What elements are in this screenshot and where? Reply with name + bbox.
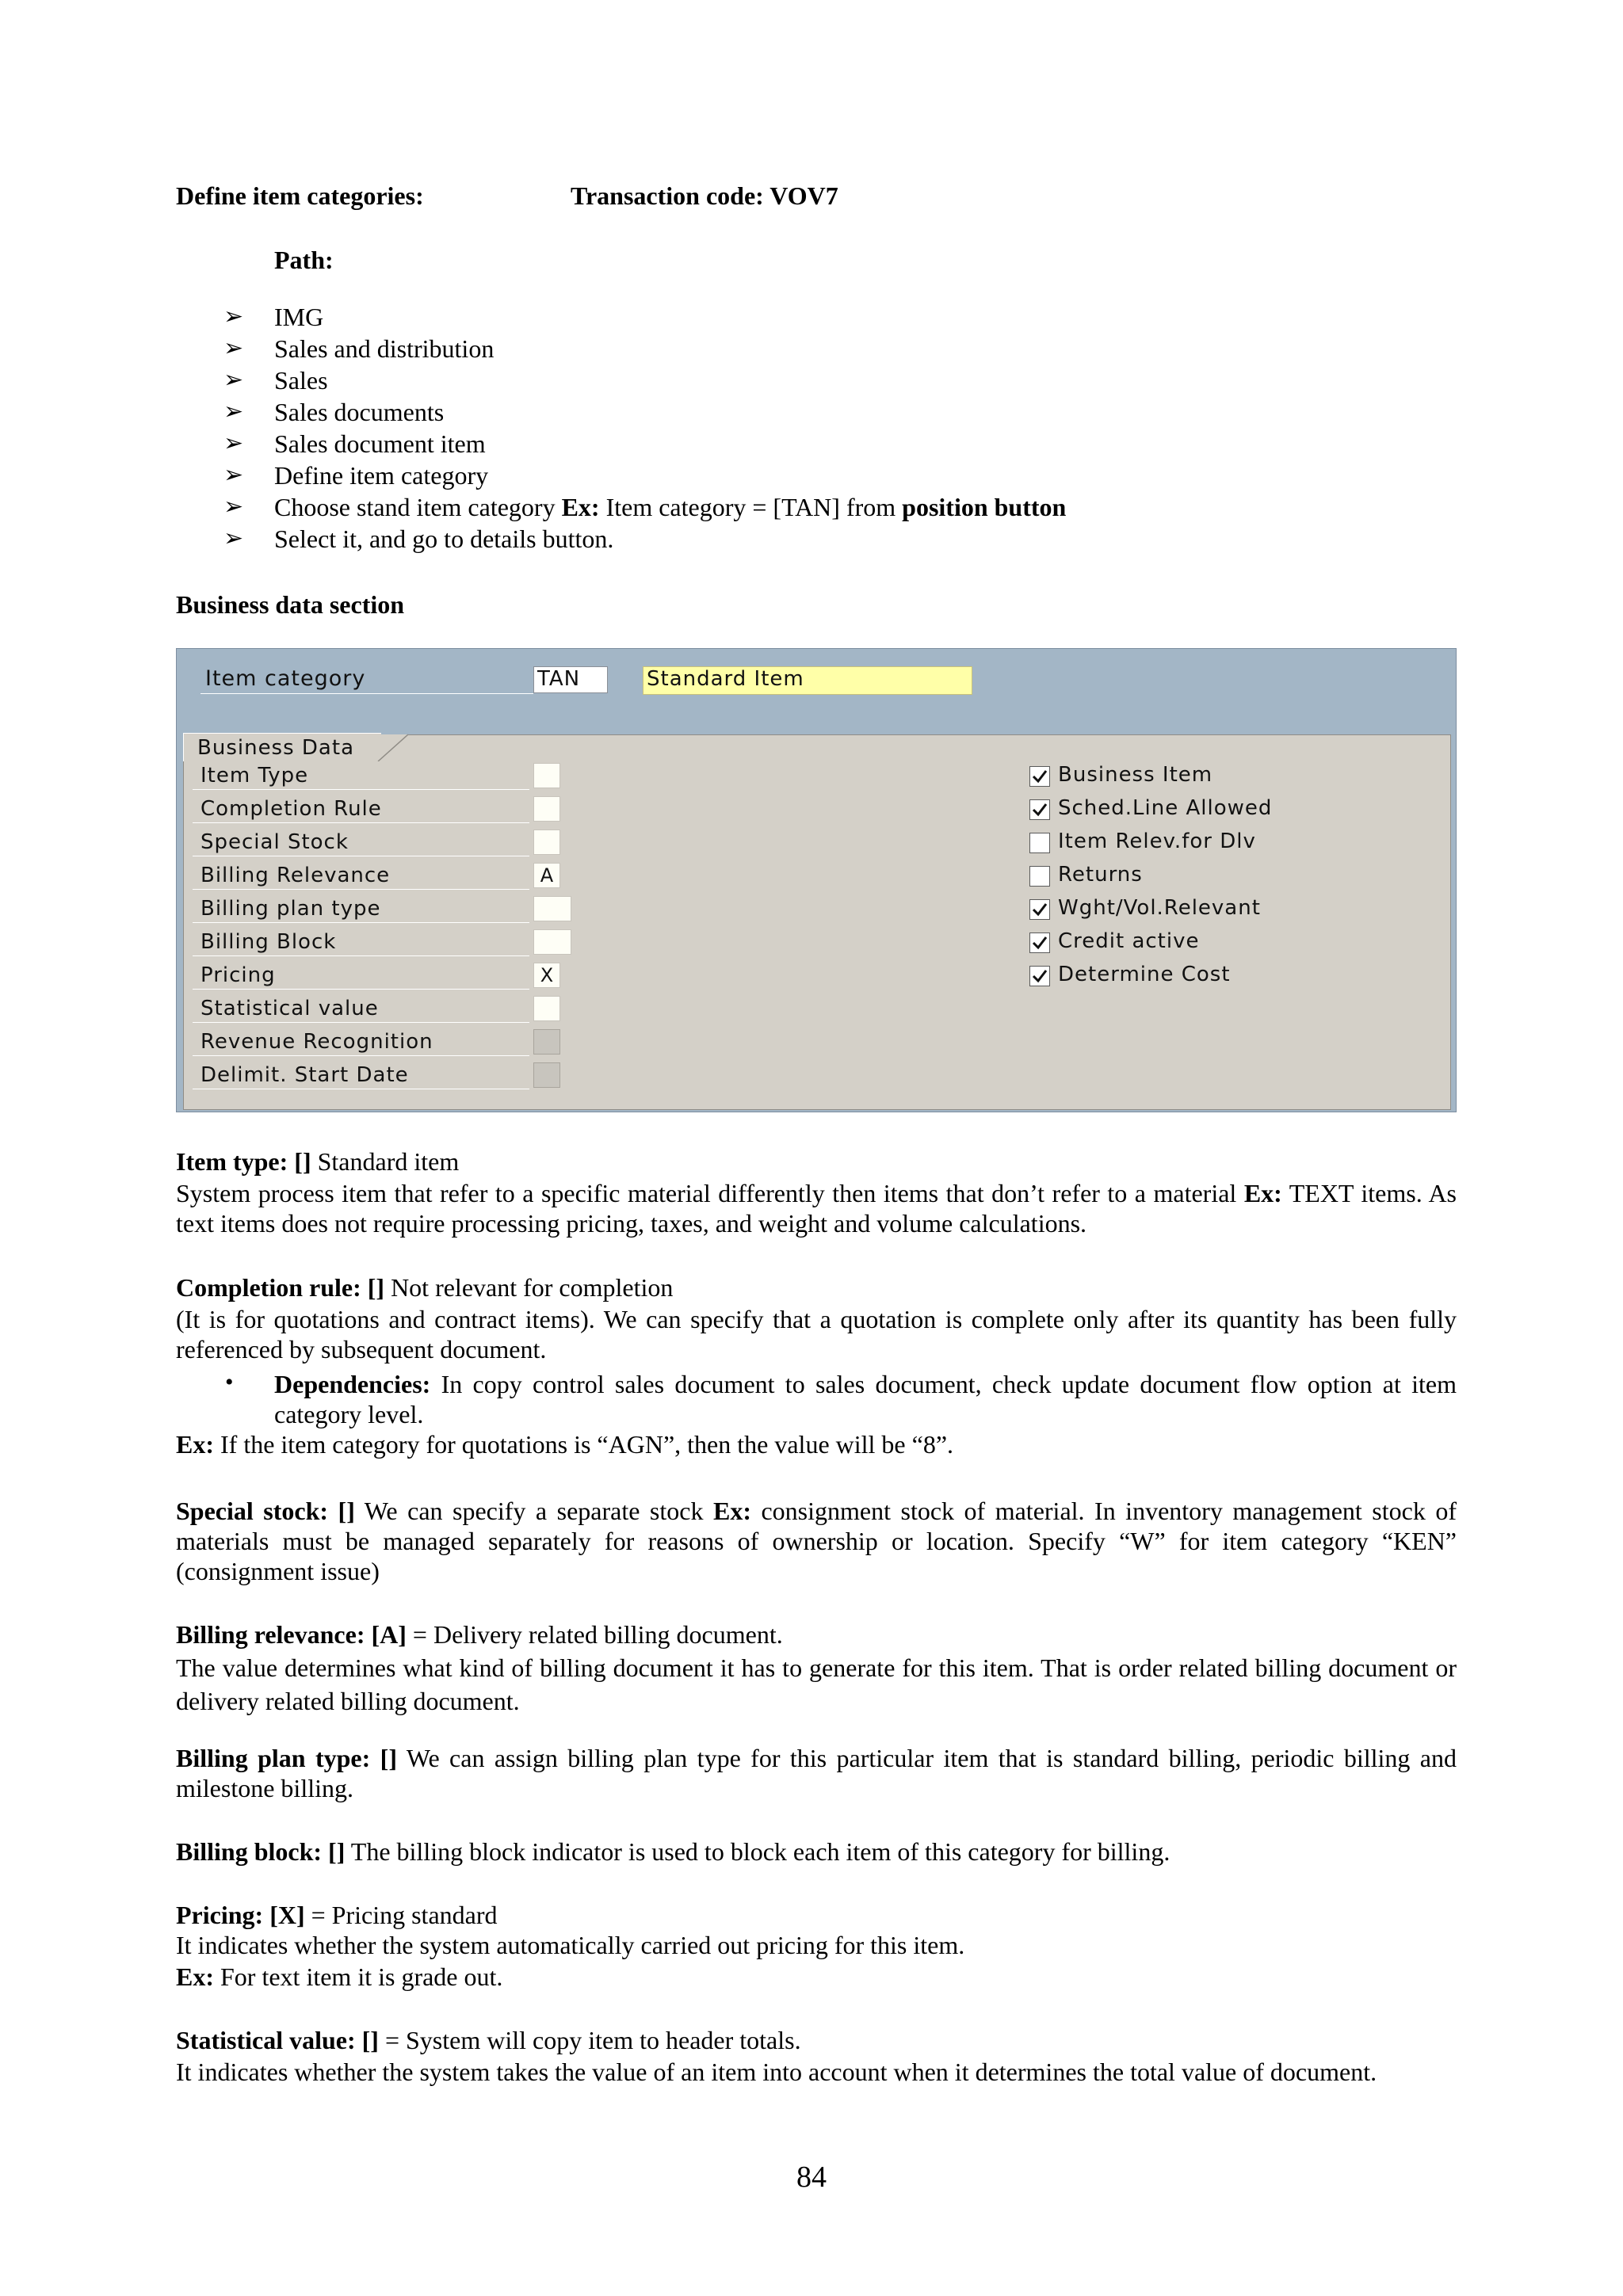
business-item-checkbox[interactable]: [1029, 766, 1050, 787]
field-label-pricing: Pricing: [193, 963, 529, 990]
completion-rule-example: Ex: If the item category for quotations is “AGN”, then the value will be “8”.: [176, 1430, 954, 1459]
field-label-special-stock: Special Stock: [193, 830, 529, 856]
arrow-bullet-icon: ➢: [223, 493, 244, 521]
revenue-recognition-field: [533, 1029, 560, 1055]
list-item: ➢ Sales document item: [223, 429, 486, 458]
arrow-bullet-icon: ➢: [223, 334, 244, 362]
checkmark-icon: [1030, 933, 1049, 952]
billing-relevance-description: The value determines what kind of billing document it has to generate for this item. That is order related billing document or delivery related billing document.: [176, 1653, 1457, 1715]
item-type-heading: Item type: [] Standard item: [176, 1147, 460, 1176]
item-type-description: System process item that refer to a specific material differently then items that don’t refer to a material Ex: TEXT items. As text items does not require processing pricing, taxes, and weight and volume calculations.: [176, 1179, 1457, 1238]
checkbox-label: Business Item: [1058, 763, 1213, 787]
billing-relevance-heading: Billing relevance: [A] = Delivery related billing document.: [176, 1620, 783, 1649]
returns-checkbox[interactable]: [1029, 866, 1050, 887]
item-category-field[interactable]: TAN: [533, 666, 608, 693]
checkbox-label: Item Relev.for Dlv: [1058, 830, 1256, 853]
checkbox-label: Sched.Line Allowed: [1058, 796, 1273, 820]
list-item: ➢ IMG: [223, 303, 324, 331]
completion-rule-field[interactable]: [533, 796, 560, 822]
billing-plan-type-description: Billing plan type: [] We can assign billing plan type for this particular item that is standard billing, periodic billing and milestone billing.: [176, 1744, 1457, 1802]
arrow-bullet-icon: ➢: [223, 524, 244, 552]
pricing-heading: Pricing: [X] = Pricing standard: [176, 1901, 498, 1929]
field-label-revenue-recognition: Revenue Recognition: [193, 1029, 529, 1056]
list-item: ➢ Sales: [223, 366, 328, 395]
list-item: ➢ Define item category: [223, 461, 489, 490]
determine-cost-checkbox[interactable]: [1029, 966, 1050, 986]
item-type-field[interactable]: [533, 763, 560, 788]
sched-line-allowed-checkbox[interactable]: [1029, 799, 1050, 820]
field-label-billing-block: Billing Block: [193, 929, 529, 956]
completion-rule-description: (It is for quotations and contract items). We can specify that a quotation is complete only after its quantity has been fully referenced by subsequent document.: [176, 1305, 1457, 1363]
path-list: [223, 301, 1066, 555]
billing-block-description: Billing block: [] The billing block indicator is used to block each item of this category for billing.: [176, 1837, 1170, 1866]
list-item: ➢ Choose stand item category Ex: Item category = [TAN] from position button: [223, 493, 1067, 521]
arrow-bullet-icon: ➢: [223, 303, 244, 330]
arrow-bullet-icon: ➢: [223, 366, 244, 394]
page-number: 84: [796, 2161, 827, 2194]
checkbox-label: Credit active: [1058, 929, 1200, 953]
credit-active-checkbox[interactable]: [1029, 933, 1050, 953]
pricing-example: Ex: For text item it is grade out.: [176, 1962, 503, 1991]
special-stock-description: Special stock: [] We can specify a separate stock Ex: consignment stock of material. In inventory management stock of materials must be managed separately for reasons of ownership or location. Specify “W” for item category “KEN” (consignment issue): [176, 1497, 1457, 1585]
list-item: ➢ Sales and distribution: [223, 334, 495, 363]
field-label-billing-plan-type: Billing plan type: [193, 896, 529, 923]
wght-vol-relevant-checkbox[interactable]: [1029, 899, 1050, 920]
bullet-dot-icon: •: [225, 1369, 234, 1395]
field-label-delimit-start-date: Delimit. Start Date: [193, 1062, 529, 1089]
checkbox-label: Returns: [1058, 863, 1143, 887]
item-category-description: Standard Item: [643, 666, 972, 695]
page-title: Define item categories:: [176, 181, 424, 210]
divider: [200, 693, 533, 694]
checkmark-icon: [1030, 967, 1049, 986]
list-item: ➢ Sales documents: [223, 398, 445, 426]
arrow-bullet-icon: ➢: [223, 429, 244, 457]
statistical-value-field[interactable]: [533, 996, 560, 1021]
checkbox-label: Determine Cost: [1058, 963, 1231, 986]
item-category-label: Item category: [205, 666, 366, 691]
statistical-value-description: It indicates whether the system takes the value of an item into account when it determines the total value of document.: [176, 2058, 1377, 2086]
completion-rule-heading: Completion rule: [] Not relevant for completion: [176, 1273, 674, 1302]
arrow-bullet-icon: ➢: [223, 398, 244, 425]
field-label-item-type: Item Type: [193, 763, 529, 790]
dependencies-note: Dependencies: In copy control sales document to sales document, check update document flow option at item category level.: [274, 1370, 1457, 1428]
tab-label: Business Data: [197, 736, 354, 760]
field-label-billing-relevance: Billing Relevance: [193, 863, 529, 890]
arrow-bullet-icon: ➢: [223, 461, 244, 489]
pricing-description: It indicates whether the system automatically carried out pricing for this item.: [176, 1931, 965, 1959]
billing-plan-type-field[interactable]: [533, 896, 571, 921]
pricing-field[interactable]: X: [533, 963, 560, 988]
transaction-code: Transaction code: VOV7: [571, 181, 838, 210]
path-label: Path:: [274, 246, 334, 274]
checkmark-icon: [1030, 800, 1049, 819]
field-label-completion-rule: Completion Rule: [193, 796, 529, 823]
special-stock-field[interactable]: [533, 830, 560, 855]
checkbox-label: Wght/Vol.Relevant: [1058, 896, 1261, 920]
checkmark-icon: [1030, 900, 1049, 919]
item-relev-for-dlv-checkbox[interactable]: [1029, 833, 1050, 853]
sap-item-category-screen: [176, 648, 1457, 1112]
list-item: ➢ Select it, and go to details button.: [223, 524, 614, 553]
billing-relevance-field[interactable]: A: [533, 863, 560, 888]
statistical-value-heading: Statistical value: [] = System will copy item to header totals.: [176, 2026, 801, 2054]
billing-block-field[interactable]: [533, 929, 571, 955]
field-label-statistical-value: Statistical value: [193, 996, 529, 1023]
checkmark-icon: [1030, 767, 1049, 786]
section-title: Business data section: [176, 590, 405, 619]
delimit-start-date-field: [533, 1062, 560, 1088]
tab-edge: [376, 730, 408, 761]
